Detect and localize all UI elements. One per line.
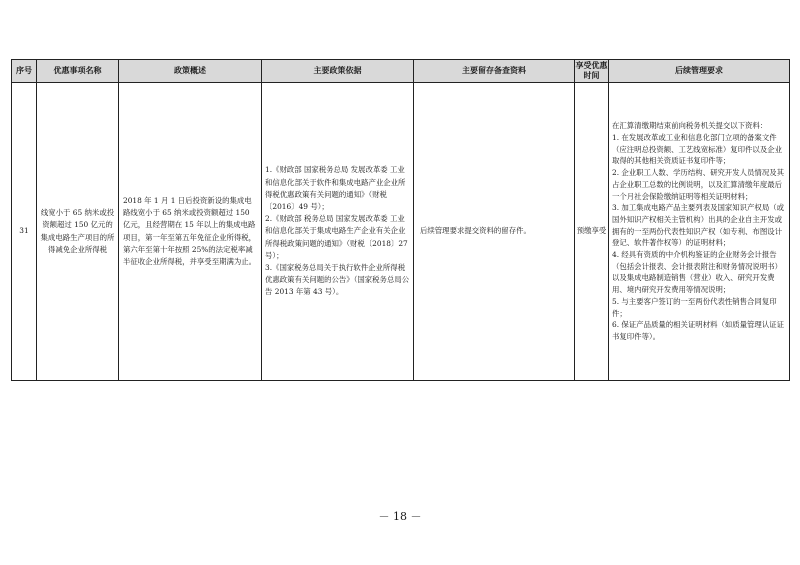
header-requirements: 后续管理要求: [609, 60, 790, 83]
table-header-row: [12, 60, 790, 83]
requirement-item: 3. 加工集成电路产品主要列表及国家知识产权局（或国外知识产权相关主管机构）出具的企业自主开发或拥有的一至两份代表性知识产权（如专利、布图设计登记、软件著作权等）的证明材料；: [612, 203, 784, 248]
header-name: 优惠事项名称: [37, 60, 119, 83]
header-time: 享受优惠时间: [575, 60, 609, 83]
requirement-item: 5. 与主要客户签订的一至两份代表性销售合同复印件；: [612, 296, 777, 318]
basis-item: 3.《国家税务总局关于执行软件企业所得税优惠政策有关问题的公告》（国家税务总局公告 2013 年第 43 号）。: [265, 263, 410, 297]
policy-overview: 2018 年 1 月 1 日后投资新设的集成电路线宽小于 65 纳米或投资额超过 150 亿元，且经营期在 15 年以上的集成电路项目，第一年至第五年免征企业所得税，第六年至第十年按照 25%的法定税率减半征收企业所得税，并享受至期满为止。: [119, 83, 262, 381]
requirement-item: 在汇算清缴期结束前向税务机关提交以下资料：: [612, 121, 768, 131]
header-no: 序号: [12, 60, 37, 83]
enjoyment-time: 预缴享受: [575, 83, 609, 381]
requirement-item: 2. 企业职工人数、学历结构、研究开发人员情况及其占企业职工总数的比例说明，以及汇算清缴年度最后一个月社会保险缴纳证明等相关证明材料；: [612, 168, 784, 201]
preference-name: 线宽小于 65 纳米或投资额超过 150 亿元的集成电路生产项目的所得减免企业所得税: [37, 83, 119, 381]
requirement-item: 6. 保证产品质量的相关证明材料（如质量管理认证证书复印件等）。: [612, 320, 784, 341]
policy-basis: [262, 83, 414, 381]
row-number: 31: [12, 83, 37, 381]
header-overview: 政策概述: [119, 60, 262, 83]
header-docs: 主要留存备查资料: [414, 60, 575, 83]
page-number: － 18 －: [378, 510, 422, 523]
requirement-item: 4. 经具有资质的中介机构鉴证的企业财务会计报告（包括会计报表、会计报表附注和财务情况说明书）以及集成电路制造销售（营业）收入、研究开发费用、境内研究开发费用等情况说明；: [612, 250, 782, 295]
policy-table: [11, 59, 790, 381]
requirement-item: 1. 在发展改革或工业和信息化部门立项的备案文件（应注明总投资额、工艺线宽标准）复印件以及企业取得的其他相关资质证书复印件等；: [612, 133, 782, 166]
retained-documents: 后续管理要求提交资料的留存件。: [414, 83, 575, 381]
basis-item: 2.《财政部 税务总局 国家发展改革委 工业和信息化部关于集成电路生产企业有关企业所得税政策问题的通知》（财税〔2018〕27 号）；: [265, 214, 408, 260]
basis-item: 1.《财政部 国家税务总局 发展改革委 工业和信息化部关于软件和集成电路产业企业所得税优惠政策有关问题的通知》（财税〔2016〕49 号）；: [265, 165, 406, 211]
header-basis: 主要政策依据: [262, 60, 414, 83]
follow-up-requirements: [609, 83, 790, 381]
table-row: [12, 83, 790, 381]
